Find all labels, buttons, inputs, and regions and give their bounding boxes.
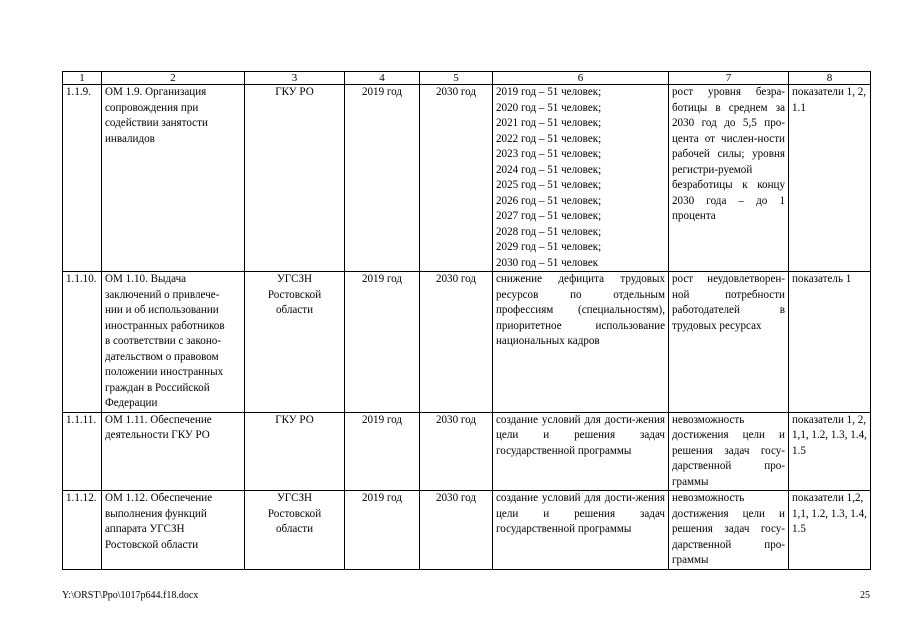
table-row (63, 85, 871, 272)
text-line: Ростовской (267, 507, 322, 520)
text-line: деятельности ГКУ РО (105, 429, 210, 441)
text-line: Ростовской области (105, 538, 199, 551)
executor (245, 272, 345, 413)
start-year: 2019 год (345, 491, 420, 570)
indicators: показатель 1 (789, 272, 871, 413)
footer-file-path: Y:\ORST\Ppo\1017p644.f18.docx (62, 590, 199, 601)
text-line: инвалидов (105, 132, 155, 145)
text-line: области (275, 523, 314, 535)
measure-name (102, 412, 245, 491)
text-line: ОМ 1.12. Обеспечение (105, 492, 213, 504)
text-line: 2020 год – 51 человек; (496, 101, 602, 114)
executor (245, 85, 345, 272)
program-table-container (62, 71, 870, 570)
text-line: ГКУ РО (275, 86, 314, 98)
executor (245, 412, 345, 491)
text-line: содействии занятости (105, 117, 208, 129)
consequence: невозможность достижения цели и решения задач госу-дарственной про-граммы (669, 491, 789, 570)
consequence: невозможность достижения цели и решения задач госу-дарственной про-граммы (669, 412, 789, 491)
text-line: УГСЗН (276, 273, 313, 285)
start-year: 2019 год (345, 412, 420, 491)
start-year: 2019 год (345, 272, 420, 413)
executor (245, 491, 345, 570)
consequence: рост неудовлетворен-ной потребности работодателей в трудовых ресурсах (669, 272, 789, 413)
text-line: сопровождения при (105, 101, 199, 114)
text-line: ГКУ РО (275, 413, 314, 426)
start-year: 2019 год (345, 85, 420, 272)
end-year: 2030 год (420, 85, 493, 272)
indicators: показатели 1, 2, 1,1, 1.2, 1.3, 1.4, 1.5 (789, 412, 871, 491)
text-line: ОМ 1.9. Организация (105, 86, 207, 98)
text-line: 2027 год – 51 человек; (496, 210, 602, 222)
text-line: 2024 год – 51 человек; (496, 163, 602, 176)
table-row (63, 491, 871, 570)
text-line: 2025 год – 51 человек; (496, 179, 602, 191)
column-header-6: 6 (493, 72, 669, 85)
text-line: 2021 год – 51 человек; (496, 117, 602, 129)
consequence: рост уровня безра-ботицы в среднем за 2030 год до 5,5 про-цента от числен-ности рабочей силы; уровня регистри-руемой безработицы к концу 2030 года – до 1 процента (669, 85, 789, 272)
table-row (63, 412, 871, 491)
column-header-1: 1 (63, 72, 102, 85)
expected-result (493, 85, 669, 272)
text-line: иностранных работников (105, 319, 225, 332)
column-header-7: 7 (669, 72, 789, 85)
text-line: дательством о правовом (105, 350, 219, 363)
table-row (63, 272, 871, 413)
text-line: 2029 год – 51 человек; (496, 241, 602, 253)
indicators: показатели 1, 2, 1.1 (789, 85, 871, 272)
expected-result: снижение дефицита трудовых ресурсов по отдельным профессиям (специальностям), приоритетное использование национальных кадров (493, 272, 669, 413)
row-number: 1.1.10. (63, 272, 102, 413)
expected-result: создание условий для дости-жения цели и решения задач государственной программы (493, 412, 669, 491)
text-line: 2022 год – 51 человек; (496, 132, 602, 145)
text-line: 2019 год – 51 человек; (496, 86, 602, 98)
column-header-8: 8 (789, 72, 871, 85)
program-table (62, 71, 871, 570)
text-line: ОМ 1.10. Выдача (105, 273, 187, 285)
measure-name (102, 491, 245, 570)
row-number: 1.1.11. (63, 412, 102, 491)
text-line: Федерации (105, 397, 158, 409)
measure-name (102, 272, 245, 413)
header-row (63, 72, 871, 85)
measure-name (102, 85, 245, 272)
text-line: заключений о привлече- (105, 288, 220, 301)
text-line: в соответствии с законо- (105, 335, 222, 347)
end-year: 2030 год (420, 272, 493, 413)
text-line: выполнения функций (105, 507, 207, 520)
row-number: 1.1.9. (63, 85, 102, 272)
expected-result: создание условий для дости-жения цели и решения задач государственной программы (493, 491, 669, 570)
text-line: области (275, 304, 314, 316)
text-line: граждан в Российской (105, 381, 210, 394)
text-line: положении иностранных (105, 366, 224, 378)
column-header-4: 4 (345, 72, 420, 85)
page-number: 25 (860, 590, 870, 601)
text-line: 2026 год – 51 человек; (496, 194, 602, 207)
text-line: УГСЗН (276, 492, 313, 504)
text-line: аппарата УГСЗН (105, 523, 185, 535)
text-line: ОМ 1.11. Обеспечение (105, 413, 212, 426)
text-line: 2023 год – 51 человек; (496, 148, 602, 160)
column-header-5: 5 (420, 72, 493, 85)
end-year: 2030 год (420, 412, 493, 491)
column-header-3: 3 (245, 72, 345, 85)
text-line: Ростовской (267, 288, 322, 301)
end-year: 2030 год (420, 491, 493, 570)
row-number: 1.1.12. (63, 491, 102, 570)
text-line: 2028 год – 51 человек; (496, 225, 602, 238)
text-line: 2030 год – 51 человек (496, 256, 599, 269)
indicators: показатели 1,2, 1,1, 1.2, 1.3, 1.4, 1.5 (789, 491, 871, 570)
column-header-2: 2 (102, 72, 245, 85)
text-line: нии и об использовании (105, 304, 219, 316)
